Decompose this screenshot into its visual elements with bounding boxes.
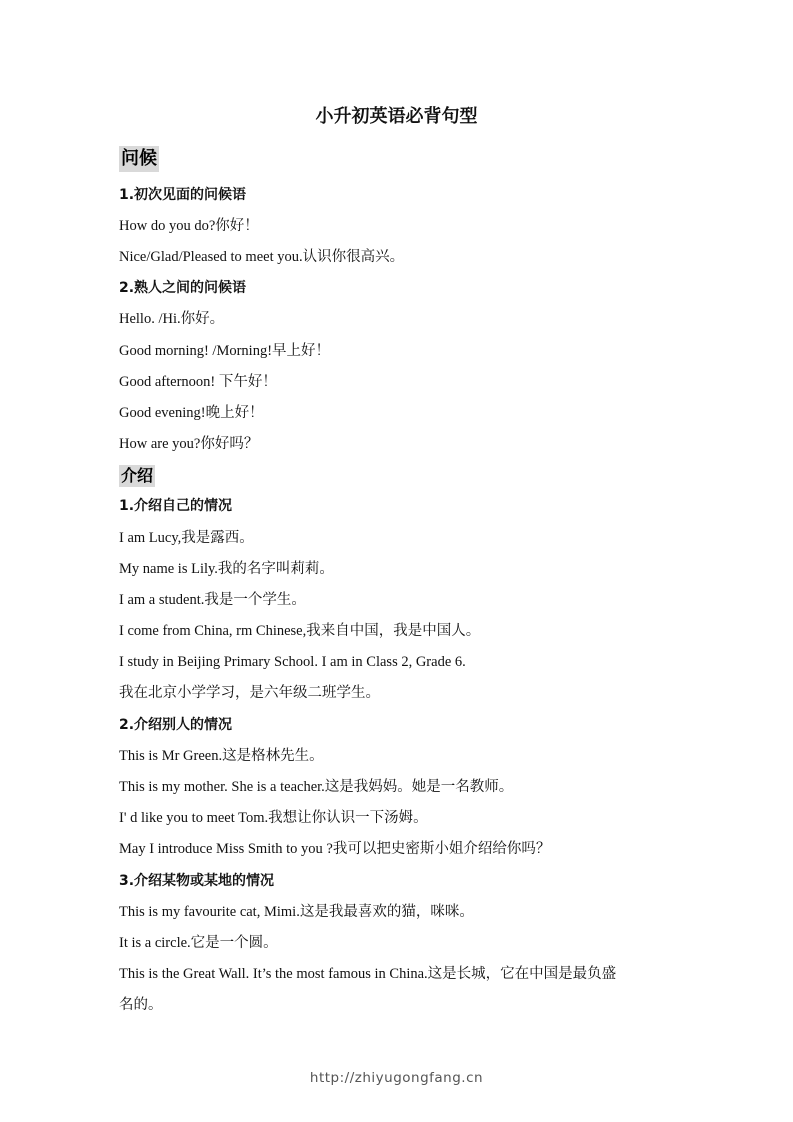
- section-label-greetings: 问候: [119, 146, 159, 172]
- subheading: 2.介绍别人的情况: [119, 717, 233, 733]
- text-line: I study in Beijing Primary School. I am in Class 2, Grade 6.: [119, 654, 466, 670]
- text-line: This is my favourite cat, Mimi.这是我最喜欢的猫，咪咪。: [119, 904, 474, 920]
- text-line: This is the Great Wall. It’s the most famous in China.这是长城，它在中国是最负盛: [119, 966, 617, 982]
- text-line: How do you do?你好！: [119, 218, 259, 234]
- text-line: I am Lucy,我是露西。: [119, 530, 254, 546]
- text-line: I' d like you to meet Tom.我想让你认识一下汤姆。: [119, 810, 428, 826]
- text-line: This is Mr Green.这是格林先生。: [119, 748, 324, 764]
- subheading: 3.介绍某物或某地的情况: [119, 873, 275, 889]
- section-label-introductions: 介绍: [121, 466, 154, 485]
- subheading: 1.初次见面的问候语: [119, 187, 247, 203]
- text-line: May I introduce Miss Smith to you ?我可以把史密斯小姐介绍给你吗？: [119, 841, 551, 857]
- text-line: Nice/Glad/Pleased to meet you.认识你很高兴。: [119, 249, 405, 265]
- text-line: How are you?你好吗？: [119, 436, 259, 452]
- text-line: My name is Lily.我的名字叫莉莉。: [119, 561, 334, 577]
- footer-url: http://zhiyugongfang.cn: [309, 1070, 484, 1086]
- text-line: Good morning! /Morning!早上好！: [119, 343, 331, 359]
- text-line: It is a circle.它是一个圆。: [119, 935, 278, 951]
- text-line: Hello. /Hi.你好。: [119, 311, 225, 327]
- text-line: This is my mother. She is a teacher.这是我妈妈。她是一名教师。: [119, 779, 514, 795]
- text-line: Good evening!晚上好！: [119, 405, 264, 421]
- text-line: I am a student.我是一个学生。: [119, 592, 306, 608]
- text-line: 名的。: [119, 997, 163, 1013]
- subheading: 2.熟人之间的问候语: [119, 280, 247, 296]
- text-line: Good afternoon! 下午好！: [119, 374, 277, 390]
- page-title: 小升初英语必背句型: [315, 106, 478, 127]
- text-line: I come from China, rm Chinese,我来自中国，我是中国人。: [119, 623, 481, 639]
- subheading: 1.介绍自己的情况: [119, 498, 233, 514]
- text-line: 我在北京小学学习，是六年级二班学生。: [119, 685, 380, 701]
